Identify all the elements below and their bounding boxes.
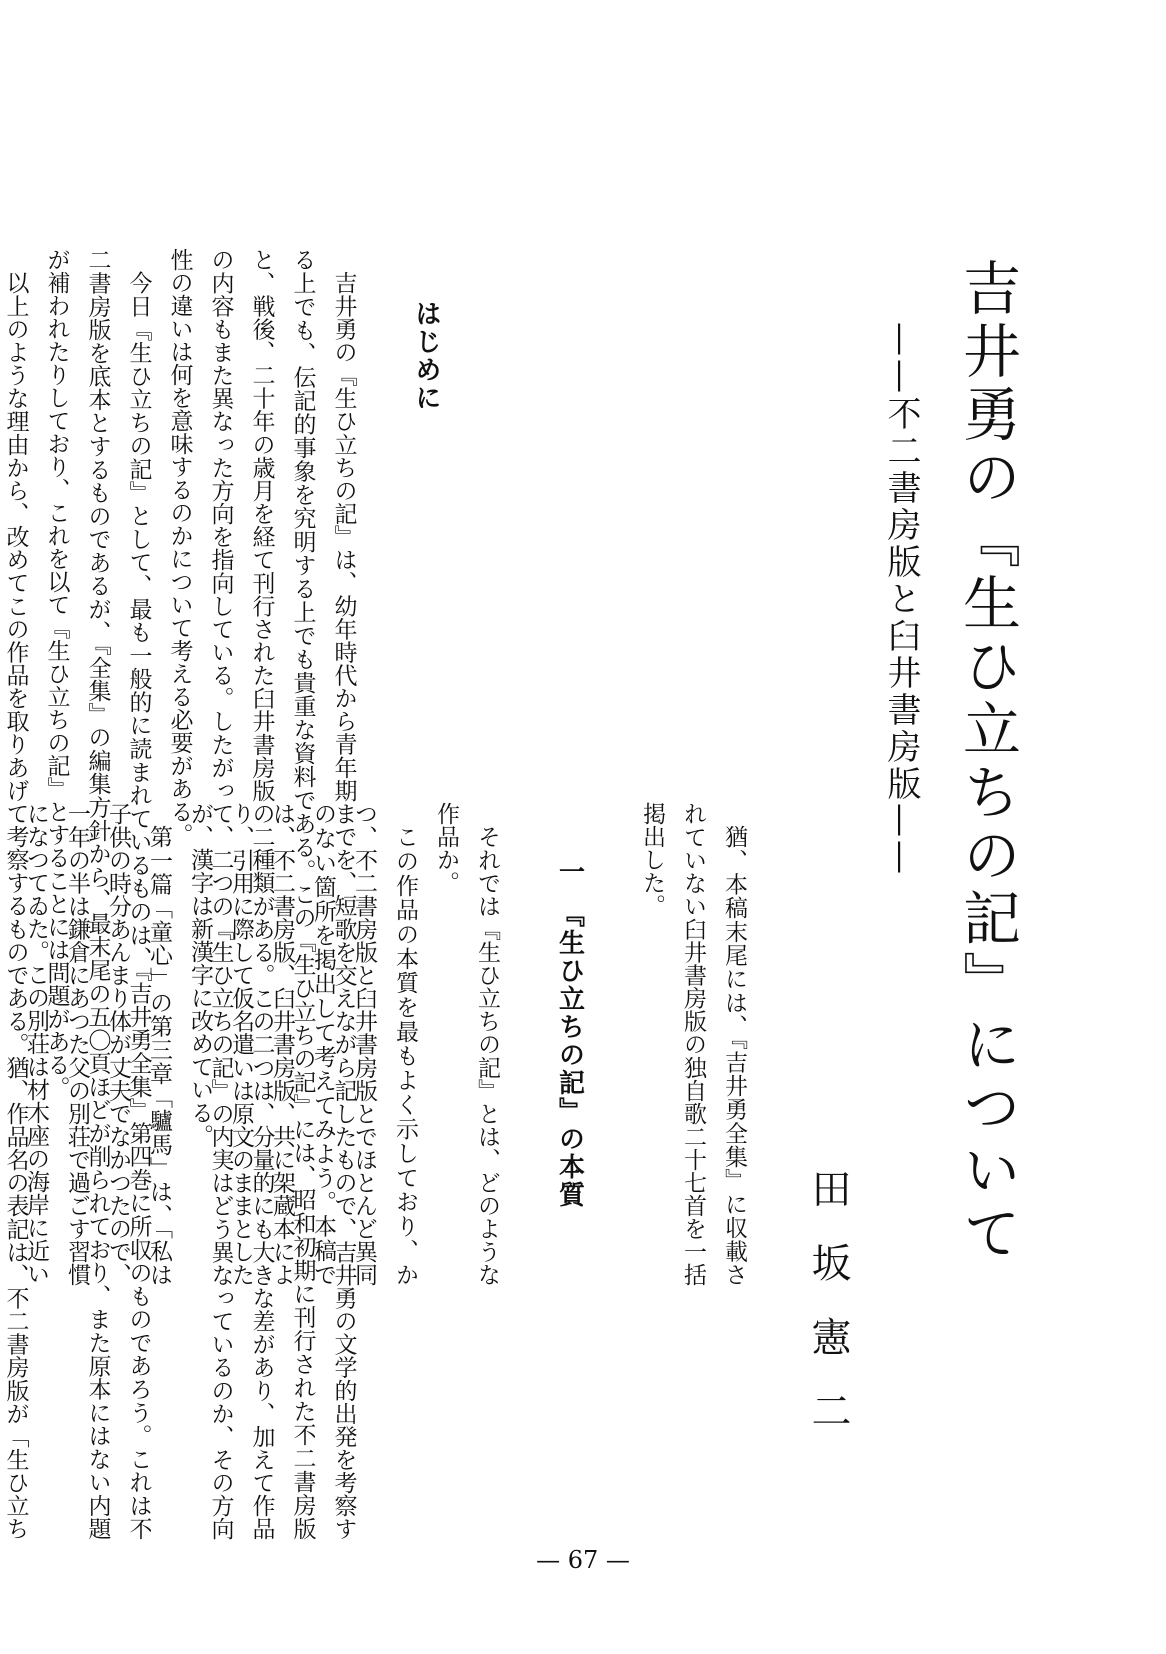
paragraph: 猶、本稿末尾には、『吉井勇全集』に収載されていない臼井書房版の独自歌二十七首を一括掲出した。	[639, 802, 747, 1286]
line-spacer	[508, 802, 549, 803]
line-spacer	[364, 248, 405, 249]
paragraph: 吉井勇の『生ひ立ちの記』は、幼年時代から青年期までを、短歌を交えながら記したもので、吉井勇の文学的出発を考察する上でも、伝記的事象を究明する上でも貴重な資料である。この『生ひ立ちの記』には、昭和初期に刊行された不二書房版と、戦後、二十年の歳月を経て刊行された臼井書房版の二種類がある。この二つは、分量的にも大きな差があり、加えて作品の内容もまた異なった方向を指向している。したがって、二つの『生ひ立ちの記』の内実はどう異なっているのか、その方向性の違いは何を意味するのかについて考える必要がある。	[166, 248, 357, 1541]
body-bottom-block	[23, 802, 754, 1286]
section-heading-intro: はじめに	[411, 300, 441, 412]
author-name: 田坂憲二	[805, 1168, 851, 1464]
section-heading-one: 一 『生ひ立ちの記』の本質	[554, 858, 585, 1209]
paragraph: 第一篇「童心」の第三章「驢馬」は、「私は子供の時分あんまり体が丈夫でなかつたので、一年の半は鎌倉にあつた父の別荘で過ごす習慣になつてゐた。この別荘は材木座の海岸に近い	[23, 802, 172, 1286]
paragraph: この作品の本質を最もよく示しており、かつ、不二書房版と臼井書房版とでほとんど異同のない箇所を掲出して考えてみよう。本稿では、不二書房版、臼井書房版、共に架蔵本により、引用に際して仮名遣いは原文のままとしたが、漢字は新漢字に改めている。	[187, 802, 418, 1286]
paragraph: 今日『生ひ立ちの記』として、最も一般的に読まれているものは、『吉井勇全集』第四巻に所収のものであろう。これは不二書房版を底本とするものであるが、『全集』の編集方針から、最末尾の五〇頁ほどが削られており、また原本にはない内題が補われたりしており、これを以て『生ひ立ちの記』とすることには問題がある。	[43, 248, 152, 1541]
paragraph: 以上のような理由から、改めてこの作品を取りあげて考察するものである。猶、作品名の表記は、不二書房版が「生ひ立ち	[2, 271, 29, 1540]
article-title: 吉井勇の『生ひ立ちの記』について	[953, 258, 1021, 1266]
line-spacer	[590, 802, 631, 803]
article-subtitle: ——不二書房版と臼井書房版——	[881, 322, 921, 877]
page-number: — 67 —	[536, 1546, 630, 1574]
paragraph: それでは『生ひ立ちの記』とは、どのような作品か。	[433, 802, 500, 1286]
